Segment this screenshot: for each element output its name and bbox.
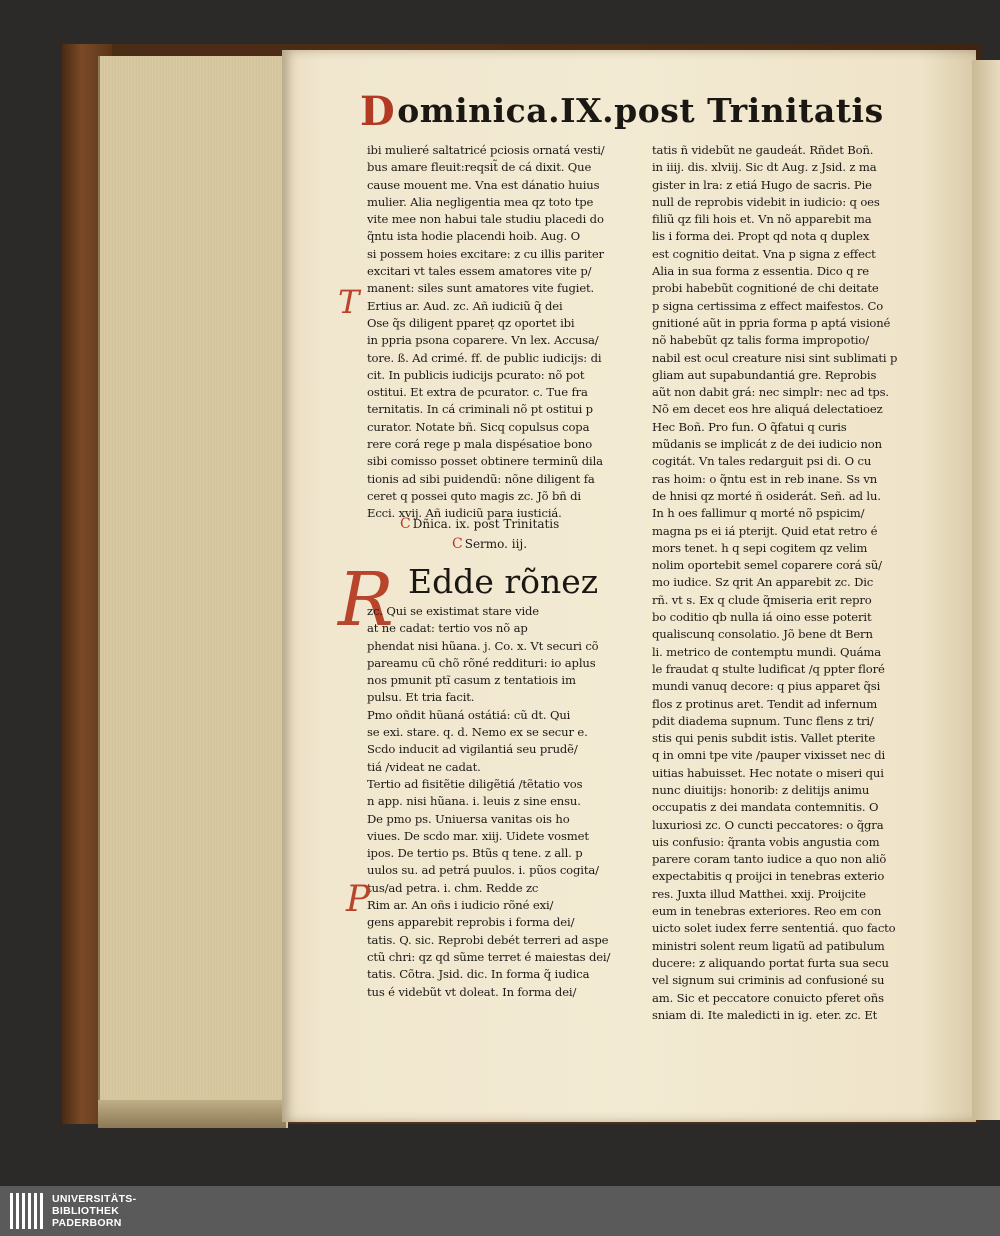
text-line: nõ habebũt qz talis forma impropotio/ [652,333,870,348]
text-line: magna ps ei iá pterijt. Quid etat retro é [652,523,878,538]
footer-bar [0,1186,1000,1236]
text-line: rere corá rege p mala dispésatioe bono [367,437,593,452]
text-line: nunc diuitijs: honorib: z delitijs animu [652,782,870,797]
text-line: in ppria psona coparere. Vn lex. Accusa/ [367,333,599,348]
text-line: p signa certissima z effect maifestos. Co [652,298,884,313]
logo-line-3: PADERBORN [52,1217,122,1229]
logo-line-2: BIBLIOTHEK [52,1205,120,1217]
text-line: tus/ad petra. i. chm. Redde zc [367,880,539,895]
text-line: Alia in sua forma z essentia. Dico q re [652,264,870,279]
text-line: am. Sic et peccatore conuicto pferet oñs [652,990,884,1005]
text-line: mundi vanuq decore: q pius apparet q̃si [652,679,881,694]
text-line: Scdo inducit ad vigilantiá seu prudẽ/ [367,742,578,757]
running-head [360,88,920,134]
text-line: tionis ad sibi puidendũ: nõne diligent fa [367,471,595,486]
page-stack-bottom [98,1100,286,1128]
text-line: ceret q possei quto magis zc. Jõ bñ di [367,488,581,503]
text-line: tus é videbũt vt doleat. In forma dei/ [367,984,577,999]
section-title-1 [400,516,559,532]
text-line: aũt non dabit grá: nec simplr: nec ad tps. [652,385,889,400]
text-line: tiá /videat ne cadat. [367,759,481,774]
running-head-initial: D [360,88,396,135]
text-line: Ecci. xvij. Añ iudiciũ para iusticiá. [367,506,562,521]
text-line: Hec Boñ. Pro fun. O q̃fatui q curis [652,419,847,434]
text-line: Nõ em decet eos hre aliquá delectatioez [652,402,883,417]
text-line: In h oes fallimur q morté nõ pspicim/ [652,506,865,521]
text-line: nolim oportebit semel coparere corá sũ/ [652,558,882,573]
text-line: phendat nisi hũana. j. Co. x. Vt securi cõ [367,638,599,653]
text-line: sibi comisso posset obtinere terminũ dila [367,454,603,469]
text-line: qualiscunq consolatio. Jõ bene dt Bern [652,627,873,642]
section-title-2 [452,536,527,552]
text-line: uulos su. ad petrá puulos. i. pũos cogita/ [367,863,599,878]
text-line: manent: siles sunt amatores vite fugiet. [367,281,595,296]
text-line: nos pmunit ptĩ casum z tentatiois im [367,673,576,688]
text-line: de hnisi qz morté ñ osiderát. Señ. ad lu. [652,488,881,503]
text-line: zc. Qui se existimat stare vide [367,604,540,618]
text-line: q in omni tpe vite /pauper vixisset nec di [652,748,886,763]
text-line: parere coram tanto iudice a quo non aliõ [652,852,887,867]
text-line: uicto solet iudex ferre sententiá. quo facto [652,921,896,936]
section-title-2-text: Sermo. iij. [464,537,528,551]
text-line: gnitioné aũt in ppria forma p aptá visioné [652,315,891,330]
page-stack-edges [98,56,288,1128]
text-line: gliam aut supabundantiá gre. Reprobis [652,367,877,382]
text-line: tatis. Q. sic. Reprobi debét terreri ad aspe [367,932,609,947]
text-line: pulsu. Et tria facit. [367,690,475,705]
text-line: gister in lra: z etiá Hugo de sacris. Pie [652,177,872,192]
text-line: tatis ñ videbũt ne gaudeát. Rñdet Boñ. [652,143,874,157]
text-line: in iiij. dis. xlviij. Sic dt Aug. z Jsid. z ma [652,160,877,175]
text-line: vel signum sui criminis ad confusioné su [652,973,885,988]
text-line: li. metrico de contemptu mundi. Quáma [652,644,882,659]
facing-page-edge [972,60,1000,1120]
left-column-bottom [367,603,659,1001]
text-line: lis i forma dei. Propt qd nota q duplex [652,229,870,244]
text-line: expectabitis q proijci in tenebras exterio [652,869,885,884]
text-line: eum in tenebras exteriores. Reo em con [652,904,882,919]
text-line: bo coditio qb nulla iá oino esse poterit [652,610,872,625]
text-line: cause mouent me. Vna est dánatio huius [367,177,600,192]
text-line: ipos. De tertio ps. Btũs q tene. z all. p [367,846,583,861]
text-line: gens apparebit reprobis i forma dei/ [367,915,575,930]
text-line: se exi. stare. q. d. Nemo ex se secur e. [367,725,588,740]
text-line: Pmo oñdit hũaná ostátiá: cũ dt. Qui [367,707,571,722]
text-line: est cognitio deitat. Vna p signa z effect [652,246,876,261]
text-line: luxuriosi zc. O cuncti peccatores: o q̃gra [652,817,884,832]
text-line: mo iudice. Sz qrit An apparebit zc. Dic [652,575,874,590]
text-line: mũdanis se implicát z de dei iudicio non [652,437,882,452]
text-line: vite mee non habui tale studiu placedi do [367,212,604,227]
text-line: ras hoim: o q̃ntu est in reb inane. Ss vn [652,471,878,486]
text-line: at ne cadat: tertio vos nõ ap [367,621,528,636]
text-line: ministri solent reum ligatũ ad patibulum [652,938,885,953]
text-line: si possem hoies excitare: z cu illis pariter [367,246,604,261]
section-title-2-mark: C [452,536,463,552]
text-line: Ertius ar. Aud. zc. Añ iudiciũ q̃ dei [367,298,563,313]
section-title-1-mark: C [400,516,411,532]
text-line: pareamu cũ chõ rõné reddituri: io aplus [367,655,596,670]
text-line: ostitui. Et extra de pcurator. c. Tue fra [367,385,588,400]
text-line: De pmo ps. Uniuersa vanitas ois ho [367,811,570,826]
text-line: ibi mulieré saltatricé pciosis ornatá vesti/ [367,143,605,157]
text-line: ternitatis. In cá criminali nõ pt ostitui p [367,402,593,417]
text-line: le fraudat q stulte ludificat /q ppter floré [652,661,885,676]
running-head-text: ominica.IX.post Trinitatis [397,91,884,130]
text-line: res. Juxta illud Matthei. xxij. Proijcite [652,886,866,901]
logo-line-1: UNIVERSITÄTS- [52,1193,137,1205]
text-line: tore. ß. Ad crimé. ff. de public iudicijs: di [367,350,602,365]
text-line: bus amare fleuit:reqsit̃ de cá dixit. Que [367,160,592,175]
text-line: occupatis z dei mandata contemnitis. O [652,800,879,815]
text-line: ducere: z aliquando portat furta sua secu [652,955,889,970]
section-title-1-text: Dñica. ix. post Trinitatis [412,517,560,531]
text-line: curator. Notate bñ. Sicq copulsus copa [367,419,590,434]
library-logo-text [52,1193,136,1229]
sermon-incipit: Edde rõnez [408,562,599,601]
text-line: Ose q̃s diligent ppareț qz oportet ibi [367,315,575,330]
library-logo-icon [10,1193,46,1229]
text-line: pdit diadema supnum. Tunc flens z tri/ [652,713,874,728]
text-line: nabil est ocul creature nisi sint sublimati p [652,350,898,365]
text-line: sniam di. Ite maledicti in ig. eter. zc. Et [652,1007,878,1022]
text-line: uis confusio: q̃ranta vobis angustia com [652,834,880,849]
text-line: cogitát. Vn tales redarguit psi di. O cu [652,454,872,469]
text-line: rñ. vt s. Ex q clude q̃miseria erit repro [652,592,872,607]
text-line: mors tenet. h q sepi cogitem qz velim [652,540,868,555]
text-line: excitari vt tales essem amatores vite p/ [367,264,592,279]
text-line: mulier. Alia negligentia mea qz toto tpe [367,194,594,209]
text-line: viues. De scdo mar. xiij. Uidete vosmet [367,828,589,843]
text-line: flos z protinus aret. Tendit ad infernum [652,696,878,711]
left-column-top [367,142,659,523]
text-line: uitias habuisset. Hec notate o miseri qui [652,765,884,780]
text-line: stis qui penis subdit istis. Vallet pterite [652,731,876,746]
text-line: tatis. Cõtra. Jsid. dic. In forma q̃ iudica [367,967,590,982]
text-line: Tertio ad fisitẽtie diligẽtiá /tẽtatio vos [367,776,583,791]
text-line: Rim ar. An oñs i iudicio rõné exi/ [367,898,554,913]
text-line: cit. In publicis iudicijs pcurato: nõ pot [367,367,585,382]
text-line: q̃ntu ista hodie placendi hoib. Aug. O [367,229,580,244]
right-column [652,142,924,1024]
text-line: ctũ chri: qz qd sũme terret é maiestas dei/ [367,949,611,964]
decorated-initial: R [338,557,394,643]
decorated-initial-p: P [346,879,371,920]
text-line: probi habebũt cognitioné de chi deitate [652,281,879,296]
text-line: n app. nisi hũana. i. leuis z sine ensu. [367,794,581,809]
text-line: null de reprobis videbit in iudicio: q oes [652,194,880,209]
text-line: filiũ qz fili hois et. Vn nõ apparebit ma [652,212,872,227]
paragraph-initial-t: T [338,283,360,321]
